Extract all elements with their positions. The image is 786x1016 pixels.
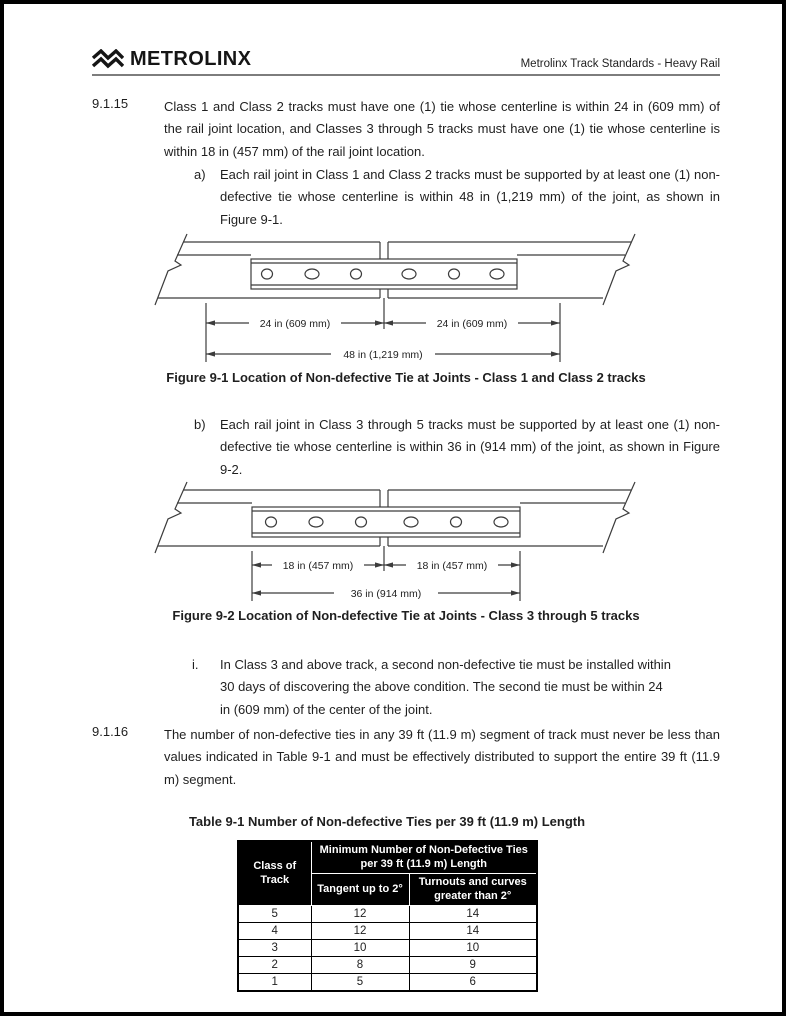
cell-class: 2 bbox=[238, 957, 311, 974]
break-mark-right bbox=[603, 482, 635, 553]
fig2-dim-left-label: 18 in (457 mm) bbox=[282, 559, 354, 572]
table-header-turnouts: Turnouts and curves greater than 2° bbox=[409, 874, 537, 906]
figure-9-2-caption: Figure 9-2 Location of Non-defective Tie at Joints - Class 3 through 5 tracks bbox=[172, 608, 640, 623]
table-row bbox=[238, 923, 537, 940]
cell-tangent: 10 bbox=[311, 940, 409, 957]
clause-9-1-16-number: 9.1.16 bbox=[92, 724, 129, 739]
cell-turnouts: 9 bbox=[409, 957, 537, 974]
clause-9-1-15-number: 9.1.15 bbox=[92, 96, 129, 111]
break-mark-left bbox=[155, 234, 187, 305]
cell-turnouts: 14 bbox=[409, 923, 537, 940]
metrolinx-logo bbox=[92, 48, 251, 71]
table-header-class-of-track: Class of Track bbox=[238, 841, 311, 906]
table-row bbox=[238, 940, 537, 957]
cell-turnouts: 6 bbox=[409, 974, 537, 991]
clause-9-1-15-text: Class 1 and Class 2 tracks must have one (1) tie whose centerline is within 24 in (609 mm) of the rail joint location, and Classes 3 through 5 tracks must have one (1) tie whose centerline is within 18 in (457 mm) of the rail joint location. bbox=[164, 99, 720, 159]
fig2-dim-right-label: 18 in (457 mm) bbox=[416, 559, 488, 572]
item-b-text: Each rail joint in Class 3 through 5 tracks must be supported by at least one (1) non-defective tie whose centerline is within 36 in (914 mm) of the joint, as shown in Figure 9-2. bbox=[220, 417, 720, 477]
header-divider bbox=[92, 74, 720, 76]
clause-9-1-16-text: The number of non-defective ties in any 39 ft (11.9 m) segment of track must never be less than values indicated in Table 9-1 and must be effectively distributed to support the entire 39 ft (11.9 m) segment. bbox=[164, 727, 720, 787]
cell-tangent: 12 bbox=[311, 923, 409, 940]
item-b-label: b) bbox=[194, 417, 206, 432]
cell-class: 3 bbox=[238, 940, 311, 957]
item-a-label: a) bbox=[194, 167, 206, 182]
table-9-1-caption: Table 9-1 Number of Non-defective Ties per 39 ft (11.9 m) Length bbox=[188, 814, 586, 829]
figure-9-1-rail-joint-diagram bbox=[154, 232, 654, 368]
cell-tangent: 12 bbox=[311, 906, 409, 923]
metrolinx-logo-icon bbox=[92, 49, 124, 71]
figure-9-1-caption: Figure 9-1 Location of Non-defective Tie at Joints - Class 1 and Class 2 tracks bbox=[166, 370, 646, 385]
cell-class: 4 bbox=[238, 923, 311, 940]
table-header-group: Minimum Number of Non-Defective Ties per 39 ft (11.9 m) Length bbox=[311, 841, 537, 874]
cell-turnouts: 10 bbox=[409, 940, 537, 957]
item-i-label: i. bbox=[192, 657, 199, 672]
table-9-1 bbox=[237, 840, 538, 992]
figure-9-2-rail-joint-diagram bbox=[154, 480, 654, 606]
table-header-tangent: Tangent up to 2° bbox=[311, 874, 409, 906]
break-mark-left bbox=[155, 482, 187, 553]
break-mark-right bbox=[603, 234, 635, 305]
document-title: Metrolinx Track Standards - Heavy Rail bbox=[520, 58, 720, 70]
fig2-dim-total-label: 36 in (914 mm) bbox=[350, 587, 422, 600]
cell-class: 1 bbox=[238, 974, 311, 991]
cell-class: 5 bbox=[238, 906, 311, 923]
item-a-text: Each rail joint in Class 1 and Class 2 tracks must be supported by at least one (1) non-defective tie whose centerline is within 48 in (1,219 mm) of the joint, as shown in Figure 9-1. bbox=[220, 167, 720, 227]
cell-turnouts: 14 bbox=[409, 906, 537, 923]
cell-tangent: 8 bbox=[311, 957, 409, 974]
item-i-text: In Class 3 and above track, a second non-defective tie must be installed within 30 days of discovering the above condition. The second tie must be within 24 in (609 mm) of the center of the joint. bbox=[220, 657, 671, 717]
table-row bbox=[238, 957, 537, 974]
fig1-dim-total-label: 48 in (1,219 mm) bbox=[343, 348, 423, 361]
fig1-dim-right-label: 24 in (609 mm) bbox=[436, 317, 508, 330]
fig1-dim-left-label: 24 in (609 mm) bbox=[259, 317, 331, 330]
cell-tangent: 5 bbox=[311, 974, 409, 991]
logo-wordmark: METROLINX bbox=[130, 48, 252, 70]
table-row bbox=[238, 974, 537, 991]
table-row bbox=[238, 906, 537, 923]
